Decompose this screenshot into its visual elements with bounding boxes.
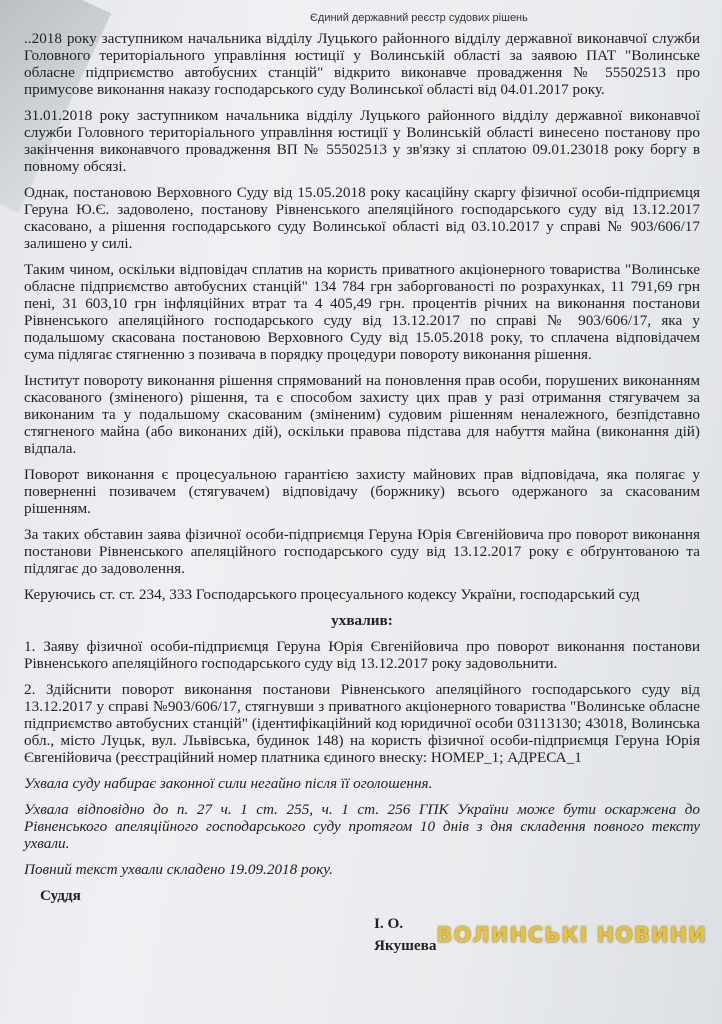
- document-body: [24, 30, 707, 957]
- paragraph-7: За таких обставин заява фізичної особи-підприємця Геруна Юрія Євгенійовича про поворот виконання постанови Рівненського апеляційного господарського суду від 13.12.2017 року є обґрунтованою та підлягає до задоволення.: [24, 526, 700, 577]
- signature-row: [24, 913, 707, 957]
- note-effective: Ухвала суду набирає законної сили негайно після її оголошення.: [24, 775, 433, 792]
- paragraph-4: Таким чином, оскільки відповідач сплатив на користь приватного акціонерного товариства "Волинське обласне підприємство автобусних станцій" 134 784 грн заборгованості по розрахунках, 11 791,69 грн пені, 31 603,10 грн інфляційних втрат та 4 405,49 грн. процентів річних на виконання постанови Рівненського апеляційного господарського суду від 13.12.2017 по справі № 903/606/17, яка у подальшому скасована постановою Верховного Суду від 15.05.2018 року, то сплачена відповідачем сума підлягає стягненню з позивача в порядку процедури повороту виконання рішення.: [24, 261, 700, 363]
- paragraph-5: Інститут повороту виконання рішення спрямований на поновлення прав особи, порушених виконанням скасованого (зміненого) рішення, та є способом захисту цих прав у разі отримання стягувачем за виконаним та у подальшому скасованим (зміненим) судовим рішенням неналежного, безпідставно стягненого майна (або виконаних дій), оскільки правова підстава для набуття майна (виконання дій) відпала.: [24, 372, 700, 457]
- judge-name: І. О. Якушева: [374, 915, 437, 954]
- decision-item-1: 1. Заяву фізичної особи-підприємця Геруна Юрія Євгенійовича про поворот виконання постанови Рівненського апеляційного господарського суду від 13.12.2017 року задовольнити.: [24, 638, 700, 672]
- note-appeal: Ухвала відповідно до п. 27 ч. 1 ст. 255, ч. 1 ст. 256 ГПК України може бути оскаржена до Рівненського апеляційного господарського суду протягом 10 днів з дня складення повного тексту ухвали.: [24, 801, 700, 852]
- decision-item-2: 2. Здійснити поворот виконання постанови Рівненського апеляційного господарського суду від 13.12.2017 у справі №903/606/17, стягнувши з приватного акціонерного товариства "Волинське обласне підприємство автобусних станцій" (ідентифікаційний код юридичної особи 03113130; 43018, Волинська обл., місто Луцьк, вул. Львівська, будинок 148) на користь фізичної особи-підприємця Геруна Юрія Євгенійовича (реєстраційний номер платника єдиного внеску: НОМЕР_1; АДРЕСА_1: [24, 681, 700, 766]
- paragraph-3: Однак, постановою Верховного Суду від 15.05.2018 року касаційну скаргу фізичної особи-підприємця Геруна Ю.Є. задоволено, постанову Рівненського апеляційного господарського суду від 13.12.2017 скасовано, а рішення господарського суду Волинської області від 03.10.2017 у справі № 903/606/17 залишено у силі.: [24, 184, 700, 252]
- judge-label: Суддя: [40, 887, 81, 904]
- paragraph-2: 31.01.2018 року заступником начальника відділу Луцького районного відділу державної виконавчої служби Головного територіального управління юстиції у Волинській області винесено постанову про закінчення виконавчого провадження ВП № 55502513 у зв'язку зі сплатою 09.01.23018 року боргу в повному обсязі.: [24, 107, 700, 175]
- paragraph-8: Керуючись ст. ст. 234, 333 Господарського процесуального кодексу України, господарський суд: [24, 586, 640, 603]
- watermark-logo: ВОЛИНСЬКІ НОВИНИ: [436, 923, 707, 947]
- decision-heading: ухвалив:: [331, 612, 393, 629]
- note-full-text: Повний текст ухвали складено 19.09.2018 року.: [24, 861, 333, 878]
- registry-header: Єдиний державний реєстр судових рішень: [310, 12, 528, 24]
- paragraph-6: Поворот виконання є процесуальною гарантією захисту майнових прав відповідача, яка полягає у поверненні позивачем (стягувачем) відповідачу (боржнику) всього одержаного за скасованим рішенням.: [24, 466, 700, 517]
- paragraph-1: ..2018 року заступником начальника відділу Луцького районного відділу державної виконавчої служби Головного територіального управління юстиції у Волинській області за заявою ПАТ "Волинське обласне підприємство автобусних станцій" відкрито виконавче провадження № 55502513 про примусове виконання наказу господарського суду Волинської області від 04.01.2017 року.: [24, 30, 700, 98]
